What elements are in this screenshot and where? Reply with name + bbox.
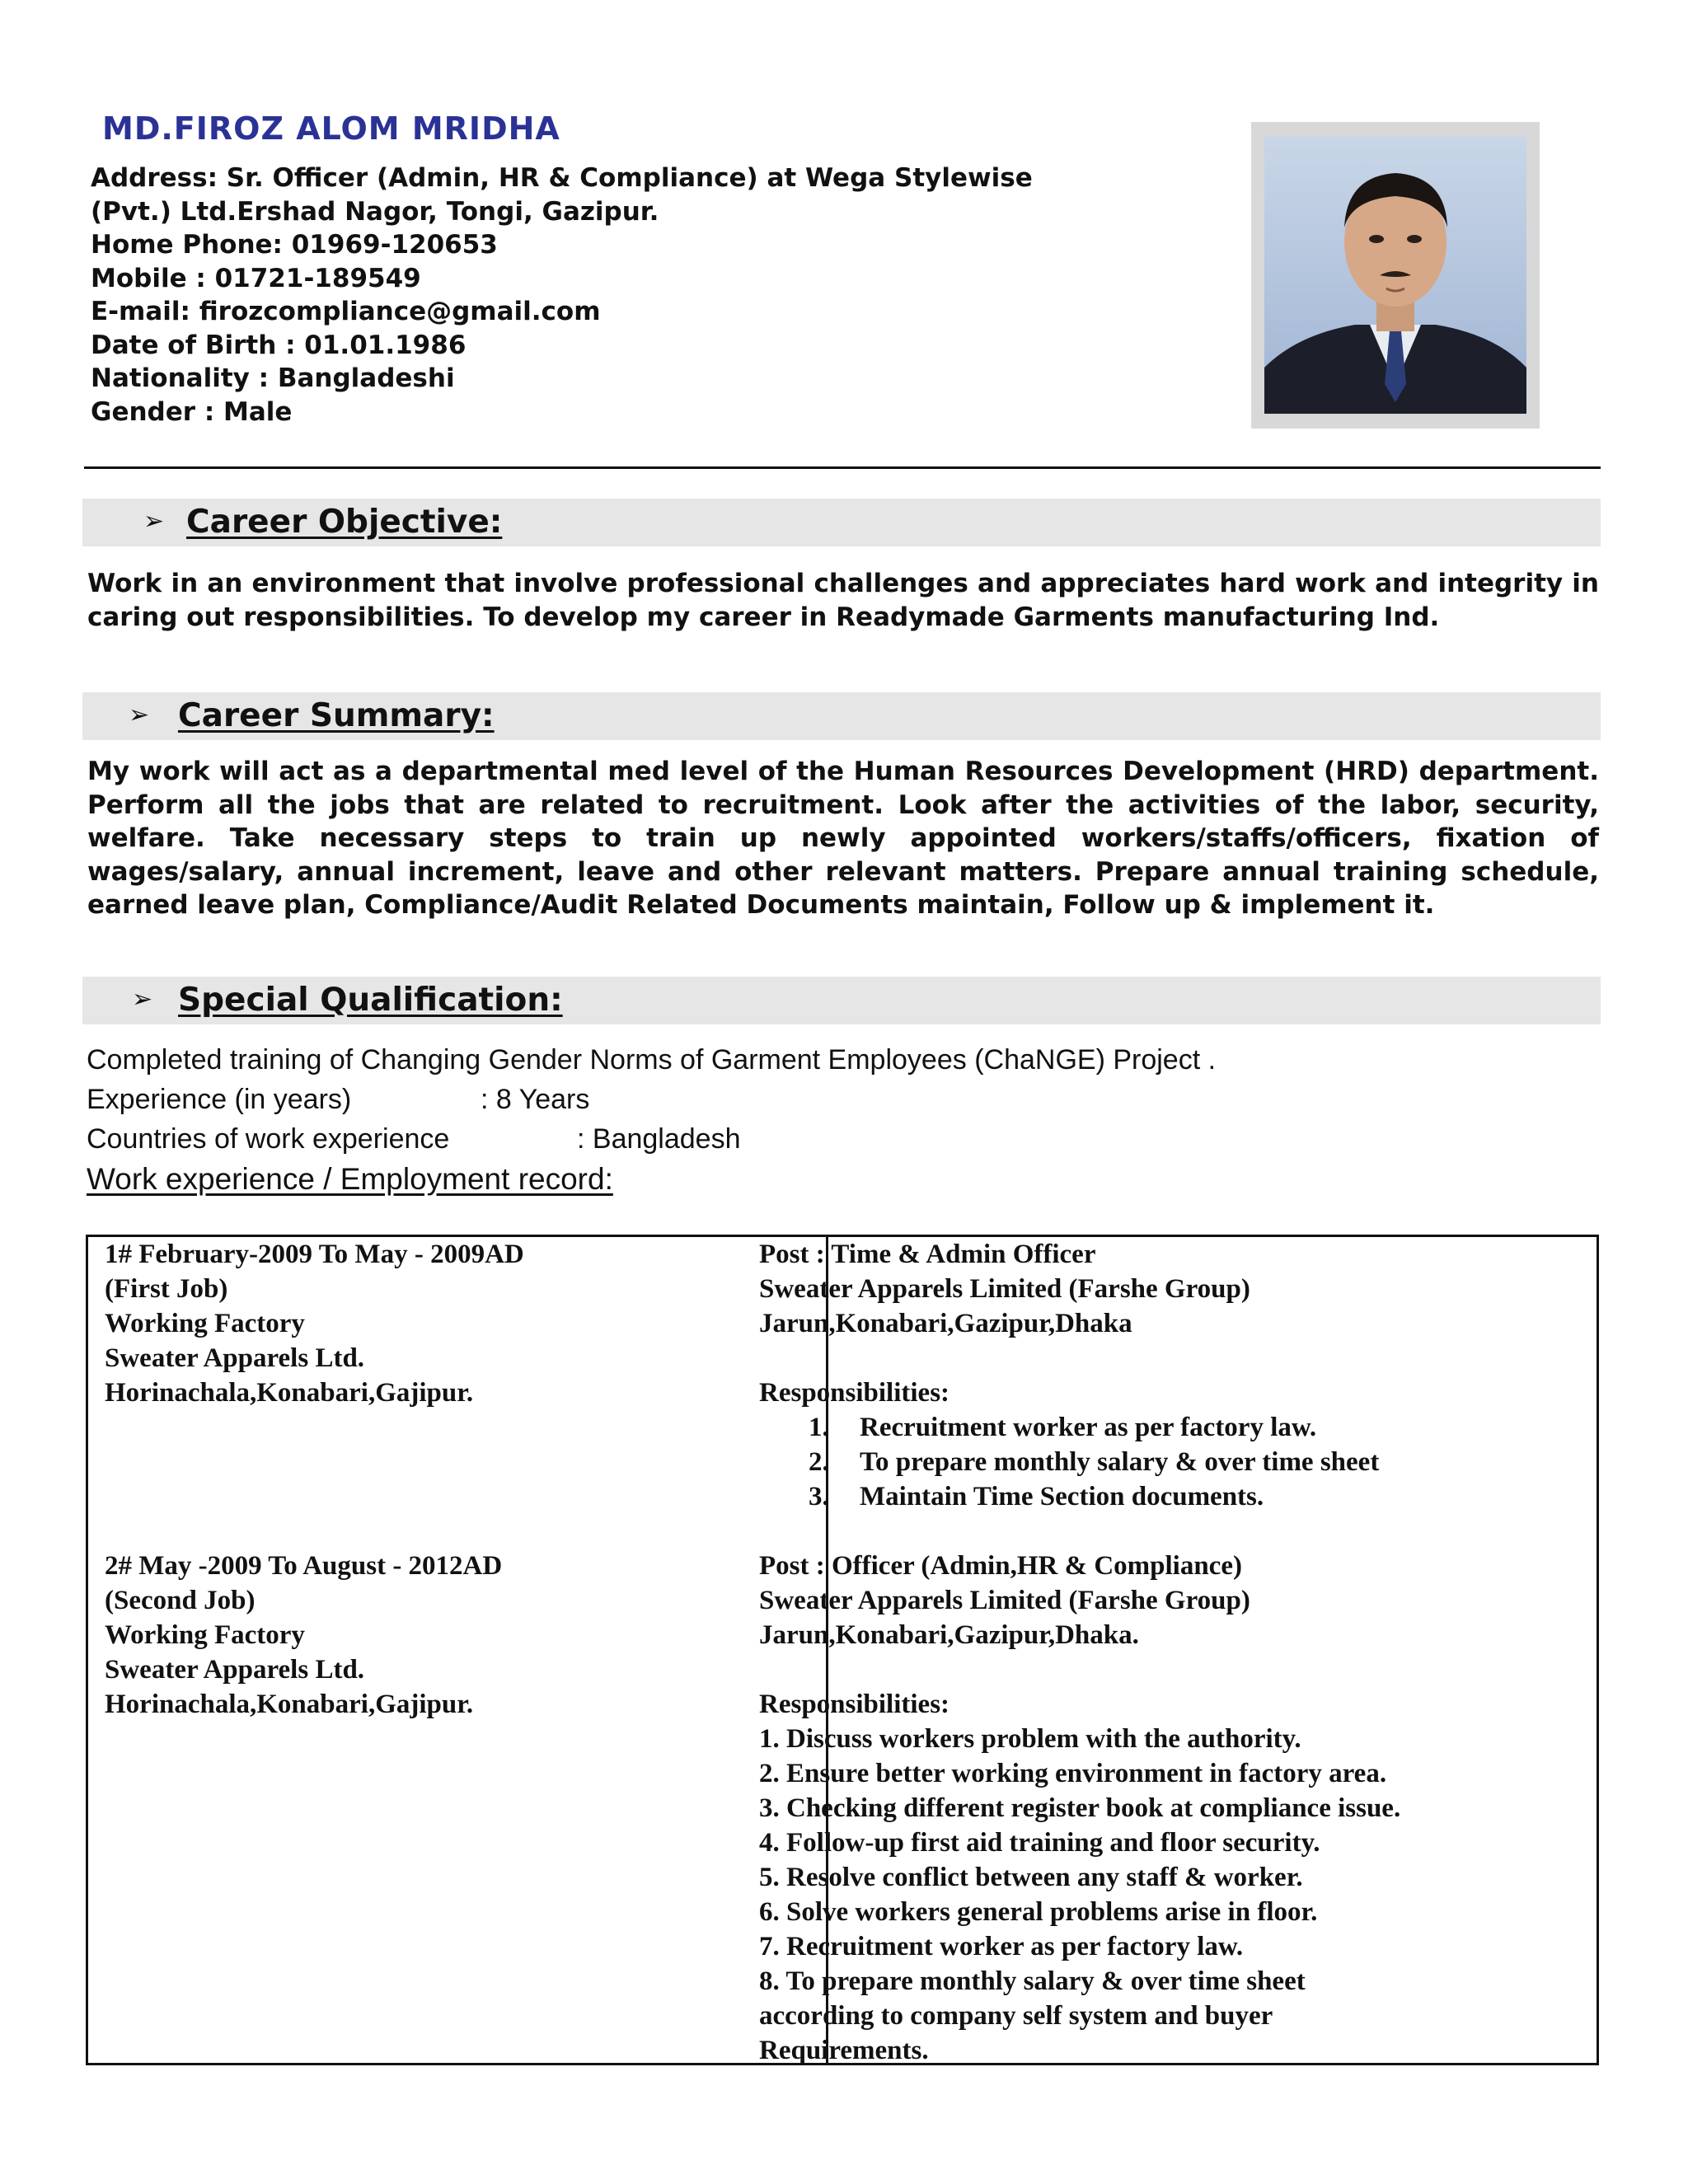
job-order: (Second Job) <box>105 1586 256 1615</box>
list-item: 5. Resolve conflict between any staff & worker. <box>759 1863 1303 1892</box>
experience-label: Experience (in years) <box>87 1084 352 1115</box>
home-phone: Home Phone: 01969-120653 <box>91 230 498 260</box>
mobile: Mobile : 01721-189549 <box>91 263 421 293</box>
list-item: 4. Follow-up first aid training and floor security. <box>759 1828 1320 1858</box>
qualification-block <box>87 1040 1216 1159</box>
email: E-mail: firozcompliance@gmail.com <box>91 297 601 326</box>
list-item: according to company self system and buyer <box>759 2001 1273 2031</box>
address-line-2: (Pvt.) Ltd.Ershad Nagor, Tongi, Gazipur. <box>91 196 659 227</box>
list-item: 3. Checking different register book at compliance issue. <box>759 1793 1401 1823</box>
job-type: Working Factory <box>105 1309 305 1338</box>
job-employer-location: Jarun,Konabari,Gazipur,Dhaka. <box>759 1620 1139 1650</box>
section-header-summary <box>82 692 1601 740</box>
job-order: (First Job) <box>105 1274 228 1304</box>
header-divider <box>84 466 1601 469</box>
list-item: 1. Discuss workers problem with the authority. <box>759 1724 1301 1754</box>
list-item: 7. Recruitment worker as per factory law. <box>759 1932 1244 1961</box>
summary-text: My work will act as a departmental med level of the Human Resources Development (HRD) department. Perform all the jobs that are related to recruitment. Look after the activities of the labor, security, welfare. Take necessary steps to train up newly appointed workers/staffs/officers, fixation of wages/salary, annual increment, leave and other relevant matters. Prepare annual training schedule, earned leave plan, Compliance/Audit Related Documents maintain, Follow up & implement it. <box>87 757 1599 920</box>
job-2-details <box>105 1549 502 1722</box>
job-1-post <box>759 1237 1379 1514</box>
list-item: 3. Maintain Time Section documents. <box>809 1482 1264 1511</box>
training-line: Completed training of Changing Gender Norms of Garment Employees (ChaNGE) Project . <box>87 1044 1217 1076</box>
countries-line <box>87 1119 1216 1159</box>
job-company: Sweater Apparels Ltd. <box>105 1343 365 1373</box>
countries-value: : Bangladesh <box>577 1123 741 1155</box>
job-type: Working Factory <box>105 1620 305 1650</box>
list-item: 2. To prepare monthly salary & over time sheet <box>809 1447 1380 1477</box>
address-line-1: Address: Sr. Officer (Admin, HR & Compliance) at Wega Stylewise <box>91 163 1033 193</box>
gender: Gender : Male <box>91 396 293 427</box>
list-item: Requirements. <box>759 2036 929 2065</box>
list-item: 2. Ensure better working environment in factory area. <box>759 1759 1387 1788</box>
list-item: 1. Recruitment worker as per factory law. <box>809 1413 1317 1442</box>
job-period: 2# May -2009 To August - 2012AD <box>105 1551 503 1581</box>
portrait-image <box>1264 137 1526 414</box>
job-employer-location: Jarun,Konabari,Gazipur,Dhaka <box>759 1309 1132 1338</box>
list-item: 8. To prepare monthly salary & over time sheet <box>759 1966 1306 1996</box>
job-2-post <box>759 1549 1400 2068</box>
job-location: Horinachala,Konabari,Gajipur. <box>105 1378 474 1408</box>
section-title-qualification: Special Qualification: <box>178 982 563 1019</box>
nationality: Nationality : Bangladeshi <box>91 363 455 393</box>
section-title-objective: Career Objective: <box>186 504 503 541</box>
profile-photo <box>1264 137 1526 414</box>
responsibilities-title: Responsibilities: <box>759 1690 950 1719</box>
section-title-summary: Career Summary: <box>178 697 495 734</box>
countries-label: Countries of work experience <box>87 1123 450 1155</box>
job-post: Post : Time & Admin Officer <box>759 1240 1096 1269</box>
job-post: Post : Officer (Admin,HR & Compliance) <box>759 1551 1242 1581</box>
arrow-bullet-icon: ➢ <box>129 701 150 729</box>
section-header-qualification <box>82 977 1601 1024</box>
list-item: 6. Solve workers general problems arise in floor. <box>759 1897 1318 1927</box>
arrow-bullet-icon: ➢ <box>143 507 165 536</box>
job-employer: Sweater Apparels Limited (Farshe Group) <box>759 1274 1250 1304</box>
responsibilities-title: Responsibilities: <box>759 1378 950 1408</box>
objective-text: Work in an environment that involve professional challenges and appreciates hard work and integrity in caring out responsibilities. To develop my career in Readymade Garments manufacturing Ind. <box>87 569 1599 632</box>
contact-block <box>91 162 1187 429</box>
date-of-birth: Date of Birth : 01.01.1986 <box>91 330 467 360</box>
job-employer: Sweater Apparels Limited (Farshe Group) <box>759 1586 1250 1615</box>
experience-line <box>87 1080 1216 1119</box>
job-location: Horinachala,Konabari,Gajipur. <box>105 1690 474 1719</box>
arrow-bullet-icon: ➢ <box>132 985 153 1014</box>
candidate-name: MD.FIROZ ALOM MRIDHA <box>102 110 560 147</box>
employment-table <box>86 1235 1599 2065</box>
job-1-details <box>105 1237 524 1410</box>
job-period: 1# February-2009 To May - 2009AD <box>105 1240 524 1269</box>
work-experience-heading: Work experience / Employment record: <box>87 1162 613 1196</box>
section-header-objective <box>82 499 1601 546</box>
experience-value: : 8 Years <box>481 1084 590 1115</box>
job-company: Sweater Apparels Ltd. <box>105 1655 365 1685</box>
